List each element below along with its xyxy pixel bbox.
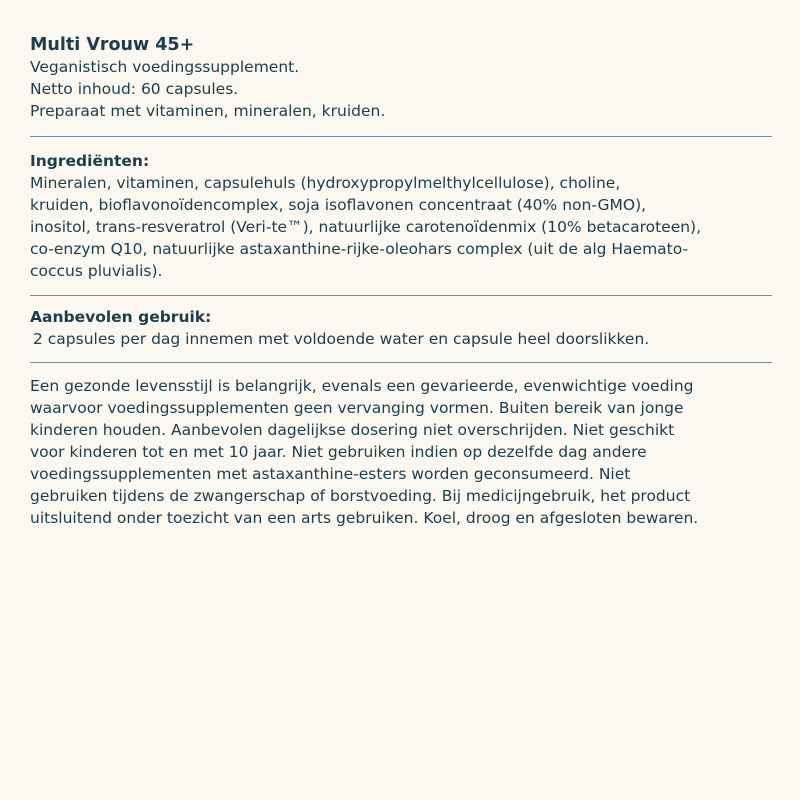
warning-line: voor kinderen tot en met 10 jaar. Niet gebruiken indien op dezelfde dag andere bbox=[30, 443, 647, 461]
divider bbox=[30, 136, 772, 137]
warning-line: voedingssupplementen met astaxanthine-esters worden geconsumeerd. Niet bbox=[30, 465, 631, 483]
ingredients-line: co-enzym Q10, natuurlijke astaxanthine-rijke-oleohars complex (uit de alg Haemato- bbox=[30, 240, 689, 258]
product-line: Veganistisch voedingssupplement. bbox=[30, 58, 300, 76]
ingredients-line: kruiden, bioflavonoïdencomplex, soja isoflavonen concentraat (40% non-GMO), bbox=[30, 196, 647, 214]
warning-line: kinderen houden. Aanbevolen dagelijkse dosering niet overschrijden. Niet geschikt bbox=[30, 421, 675, 439]
label-panel bbox=[30, 34, 772, 529]
product-section bbox=[30, 34, 772, 122]
divider bbox=[30, 295, 772, 296]
usage-heading: Aanbevolen gebruik: bbox=[30, 308, 212, 326]
usage-line: 2 capsules per dag innemen met voldoende water en capsule heel doorslikken. bbox=[33, 330, 650, 348]
warnings-section bbox=[30, 375, 772, 529]
warning-line: Een gezonde levensstijl is belangrijk, evenals een gevarieerde, evenwichtige voeding bbox=[30, 377, 694, 395]
divider bbox=[30, 362, 772, 363]
ingredients-line: inositol, trans-resveratrol (Veri-te™), natuurlijke carotenoïdenmix (10% betacaroteen), bbox=[30, 218, 702, 236]
warning-line: gebruiken tijdens de zwangerschap of borstvoeding. Bij medicijngebruik, het product bbox=[30, 487, 691, 505]
ingredients-line: Mineralen, vitaminen, capsulehuls (hydroxypropylmelthylcellulose), choline, bbox=[30, 174, 621, 192]
warning-line: uitsluitend onder toezicht van een arts gebruiken. Koel, droog en afgesloten bewaren. bbox=[30, 509, 699, 527]
usage-section bbox=[30, 306, 772, 350]
ingredients-section bbox=[30, 150, 772, 282]
ingredients-line: coccus pluvialis). bbox=[30, 262, 163, 280]
warning-line: waarvoor voedingssupplementen geen vervanging vormen. Buiten bereik van jonge bbox=[30, 399, 684, 417]
product-line: Preparaat met vitaminen, mineralen, kruiden. bbox=[30, 102, 386, 120]
product-line: Netto inhoud: 60 capsules. bbox=[30, 80, 239, 98]
ingredients-heading: Ingrediënten: bbox=[30, 152, 150, 170]
product-title: Multi Vrouw 45+ bbox=[30, 35, 195, 55]
